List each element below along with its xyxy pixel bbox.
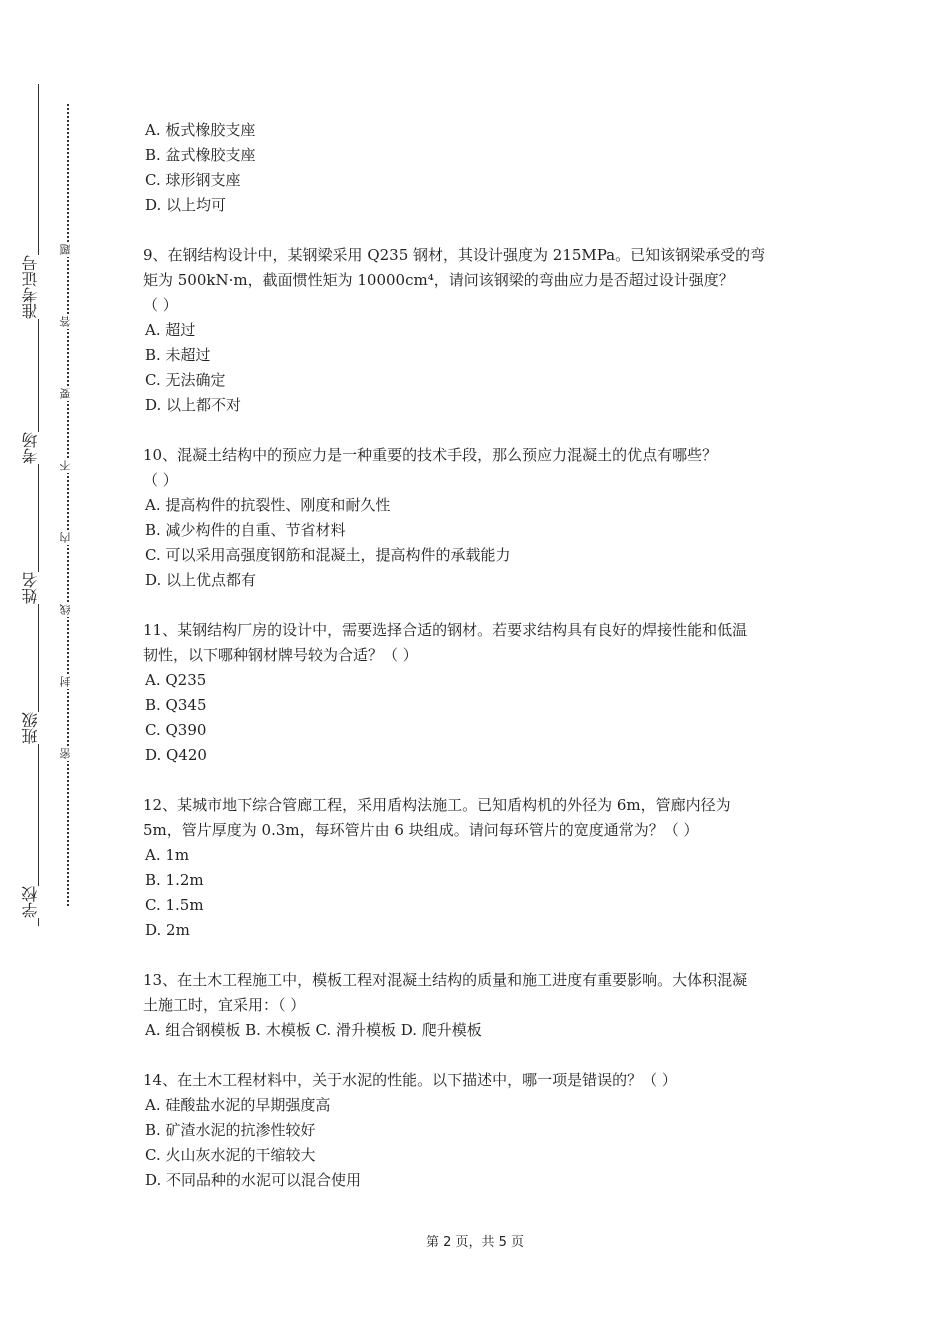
option: C. 无法确定 [145,371,226,389]
option: B. 减少构件的自重、节省材料 [145,521,346,539]
seal-char: 内 [60,530,76,545]
question-14 [143,1068,815,1193]
question-stem: 9、在钢结构设计中，某钢梁采用 Q235 钢材，其设计强度为 215MPa。已知该钢梁承受的弯 [143,246,766,264]
binding-margin [0,0,110,1344]
option: D. 以上都不对 [145,396,242,414]
question-stem: 矩为 500kN·m，截面惯性矩为 10000cm⁴，请问该钢梁的弯曲应力是否超过设计强度？ [143,271,734,289]
option: A. 1m [145,846,190,864]
question-stem: 韧性，以下哪种钢材牌号较为合适？（ ） [143,646,418,664]
question-11 [143,618,815,768]
option: A. 超过 [145,321,196,339]
question-stem: 11、某钢结构厂房的设计中，需要选择合适的钢材。若要求结构具有良好的焊接性能和低温 [143,621,748,639]
option: D. 2m [145,921,190,939]
option: B. 矿渣水泥的抗渗性较好 [145,1121,316,1139]
question-8-options [143,118,815,218]
seal-char: 答 [60,314,76,329]
exam-room-label: 考场 [22,432,52,464]
class-label: 班级 [22,712,52,744]
question-stem: 12、某城市地下综合管廊工程，采用盾构法施工。已知盾构机的外径为 6m，管廊内径为 [143,796,731,814]
question-12 [143,793,815,943]
question-stem: 5m，管片厚度为 0.3m，每环管片由 6 块组成。请问每环管片的宽度通常为？（ ） [143,821,699,839]
option: C. 1.5m [145,896,204,914]
seal-char: 要 [60,386,76,401]
option: B. 1.2m [145,871,204,889]
seal-dotted-line [67,104,69,906]
seal-char: 不 [60,458,76,473]
option: D. 不同品种的水泥可以混合使用 [145,1171,362,1189]
question-stem: 10、混凝土结构中的预应力是一种重要的技术手段，那么预应力混凝土的优点有哪些？ [143,446,718,464]
option: A. 板式橡胶支座 [145,121,256,139]
option: C. 球形钢支座 [145,171,241,189]
question-10 [143,443,815,593]
question-stem: （ ） [143,471,178,489]
seal-char: 密 [60,746,76,761]
option: C. Q390 [145,721,207,739]
option: D. 以上均可 [145,196,227,214]
option: C. 可以采用高强度钢筋和混凝土，提高构件的承载能力 [145,546,511,564]
binding-solid-line [38,84,39,926]
option: B. Q345 [145,696,207,714]
option: A. 组合钢模板 B. 木模板 C. 滑升模板 D. 爬升模板 [145,1021,482,1039]
option: A. Q235 [145,671,207,689]
option: A. 提高构件的抗裂性、刚度和耐久性 [145,496,391,514]
option: D. Q420 [145,746,207,764]
option: D. 以上优点都有 [145,571,257,589]
exam-number-label: 准考证号 [22,255,52,319]
question-list [143,118,815,1193]
seal-char: 线 [60,602,76,617]
seal-char: 封 [60,674,76,689]
page-number: 第 2 页，共 5 页 [425,1235,525,1250]
option: A. 硅酸盐水泥的早期强度高 [145,1096,331,1114]
question-13 [143,968,815,1043]
option: B. 未超过 [145,346,211,364]
question-stem: 土施工时，宜采用：（ ） [143,996,306,1014]
question-9 [143,243,815,418]
student-name-label: 姓名 [22,572,52,604]
question-stem: 14、在土木工程材料中，关于水泥的性能。以下描述中，哪一项是错误的？（ ） [143,1071,677,1089]
option: B. 盆式橡胶支座 [145,146,256,164]
question-stem: 13、在土木工程施工中，模板工程对混凝土结构的质量和施工进度有重要影响。大体积混凝 [143,971,748,989]
option: C. 火山灰水泥的干缩较大 [145,1146,316,1164]
question-stem: （ ） [143,296,178,314]
school-label: 学校 [22,886,52,918]
seal-char: 题 [60,242,76,257]
